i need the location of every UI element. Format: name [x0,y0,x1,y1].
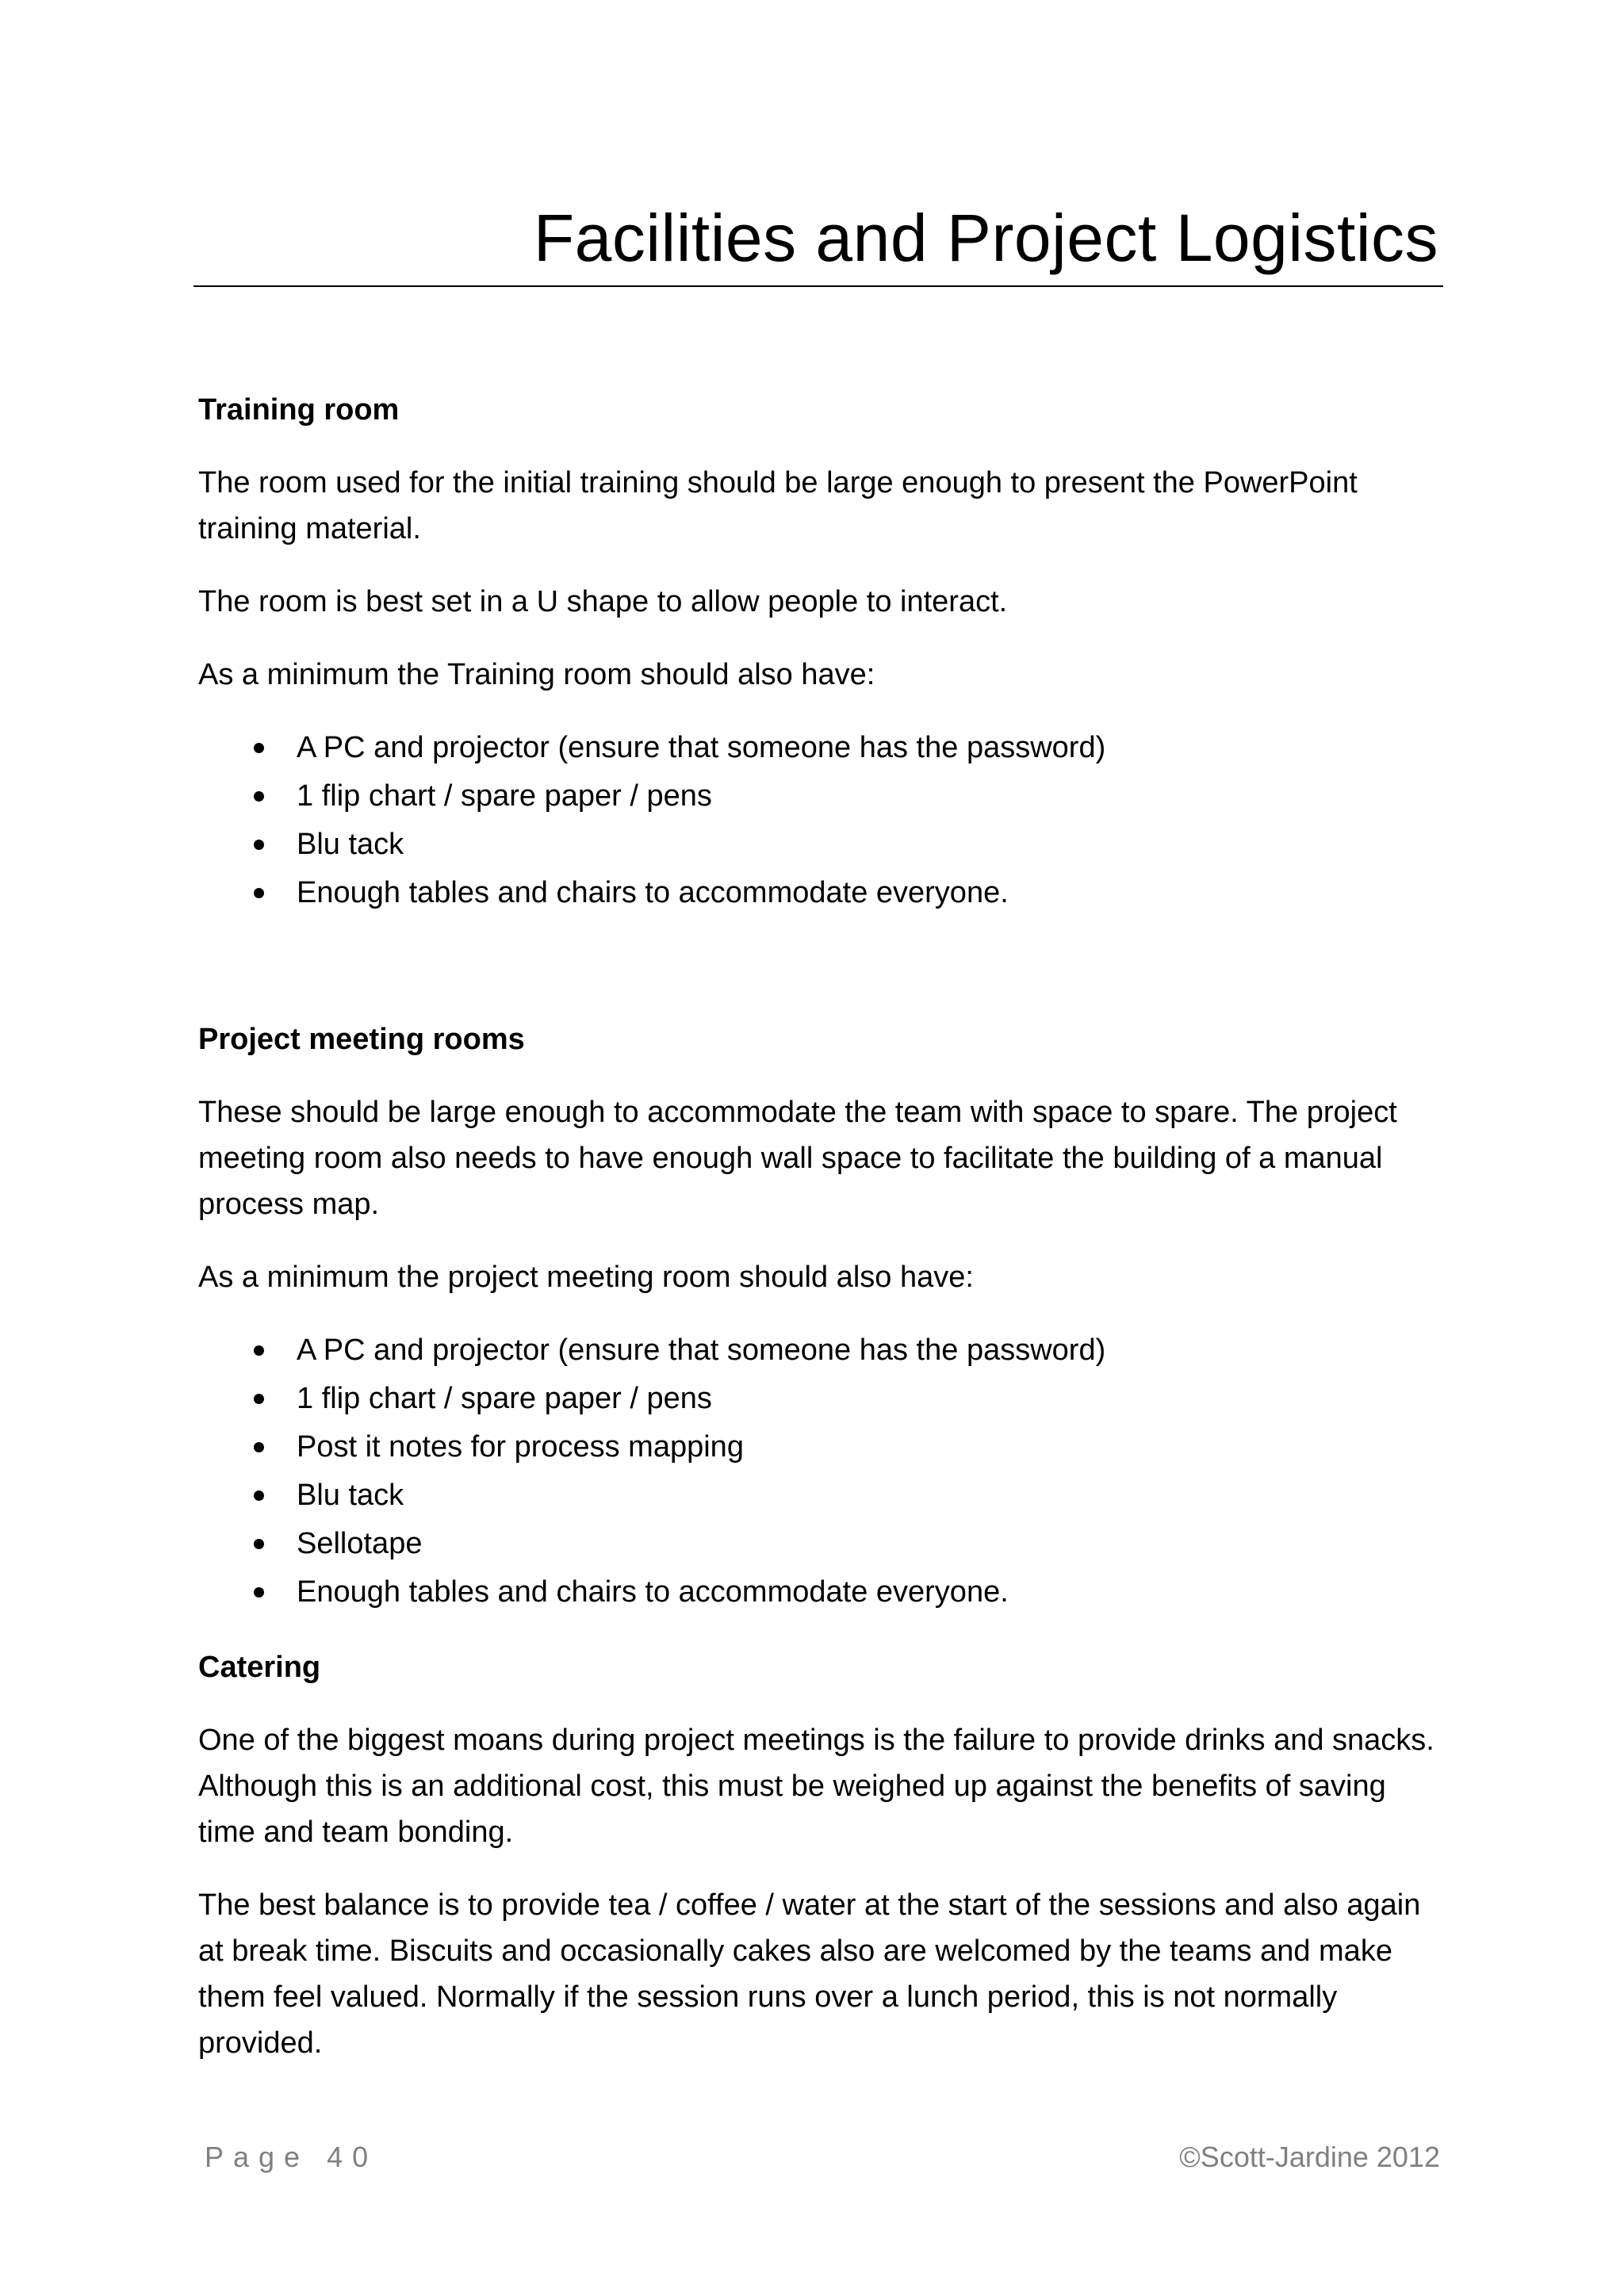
bullet-icon [254,1345,264,1356]
section-heading-training-room: Training room [198,393,400,427]
paragraph: These should be large enough to accommodate the team with space to spare. The project meeting room also needs to have enough wall space to facilitate the building of a manual process map. [198,1096,1397,1221]
bullet-icon [254,1394,264,1404]
paragraph: One of the biggest moans during project meetings is the failure to provide drinks and snacks. Although this is an additional cost, this must be weighed up against the benefits of saving time and team bonding. [198,1724,1434,1849]
paragraph: As a minimum the Training room should also have: [198,658,875,691]
list-item [198,1569,1443,1617]
bullet-icon [254,1539,264,1549]
list-item-text: Blu tack [297,1479,404,1512]
list-item [198,773,1443,821]
bullet-icon [254,1490,264,1501]
copyright-notice: ©Scott-Jardine 2012 [1179,2141,1440,2173]
training-room-bullet-list [198,725,1443,918]
list-item [198,870,1443,918]
list-item-text: Blu tack [297,828,404,861]
list-item [198,1424,1443,1472]
list-item-text: 1 flip chart / spare paper / pens [297,1382,712,1415]
list-item [198,821,1443,870]
section-heading-catering: Catering [198,1651,321,1684]
list-item [198,1521,1443,1569]
list-item-text: Enough tables and chairs to accommodate everyone. [297,876,1009,909]
list-item [198,1472,1443,1521]
section-heading-project-meeting-rooms: Project meeting rooms [198,1023,525,1056]
list-item [198,725,1443,773]
meeting-room-bullet-list [198,1327,1443,1617]
list-item [198,1376,1443,1424]
bullet-icon [254,1587,264,1598]
list-item-text: A PC and projector (ensure that someone has the password) [297,1334,1106,1367]
bullet-icon [254,888,264,898]
list-item-text: Post it notes for process mapping [297,1430,744,1464]
page-title: Facilities and Project Logistics [533,201,1438,275]
bullet-icon [254,791,264,802]
list-item-text: A PC and projector (ensure that someone has the password) [297,731,1106,764]
page-number: Page 40 [205,2141,378,2173]
paragraph: The room is best set in a U shape to allow people to interact. [198,585,1008,618]
bullet-icon [254,840,264,850]
paragraph: The room used for the initial training should be large enough to present the PowerPoint training material. [198,466,1358,545]
list-item-text: Enough tables and chairs to accommodate everyone. [297,1575,1009,1609]
paragraph: As a minimum the project meeting room should also have: [198,1261,974,1294]
paragraph: The best balance is to provide tea / coffee / water at the start of the sessions and also again at break time. Biscuits and occasionally cakes also are welcomed by the teams and make them feel valued. Normally if the session runs over a lunch period, this is not normally provided. [198,1888,1421,2060]
section-spacer [198,945,1443,1016]
list-item-text: 1 flip chart / spare paper / pens [297,779,712,813]
list-item-text: Sellotape [297,1527,423,1560]
title-underline [193,285,1443,287]
document-body [198,387,1443,2093]
bullet-icon [254,743,264,753]
list-item [198,1327,1443,1376]
bullet-icon [254,1442,264,1452]
